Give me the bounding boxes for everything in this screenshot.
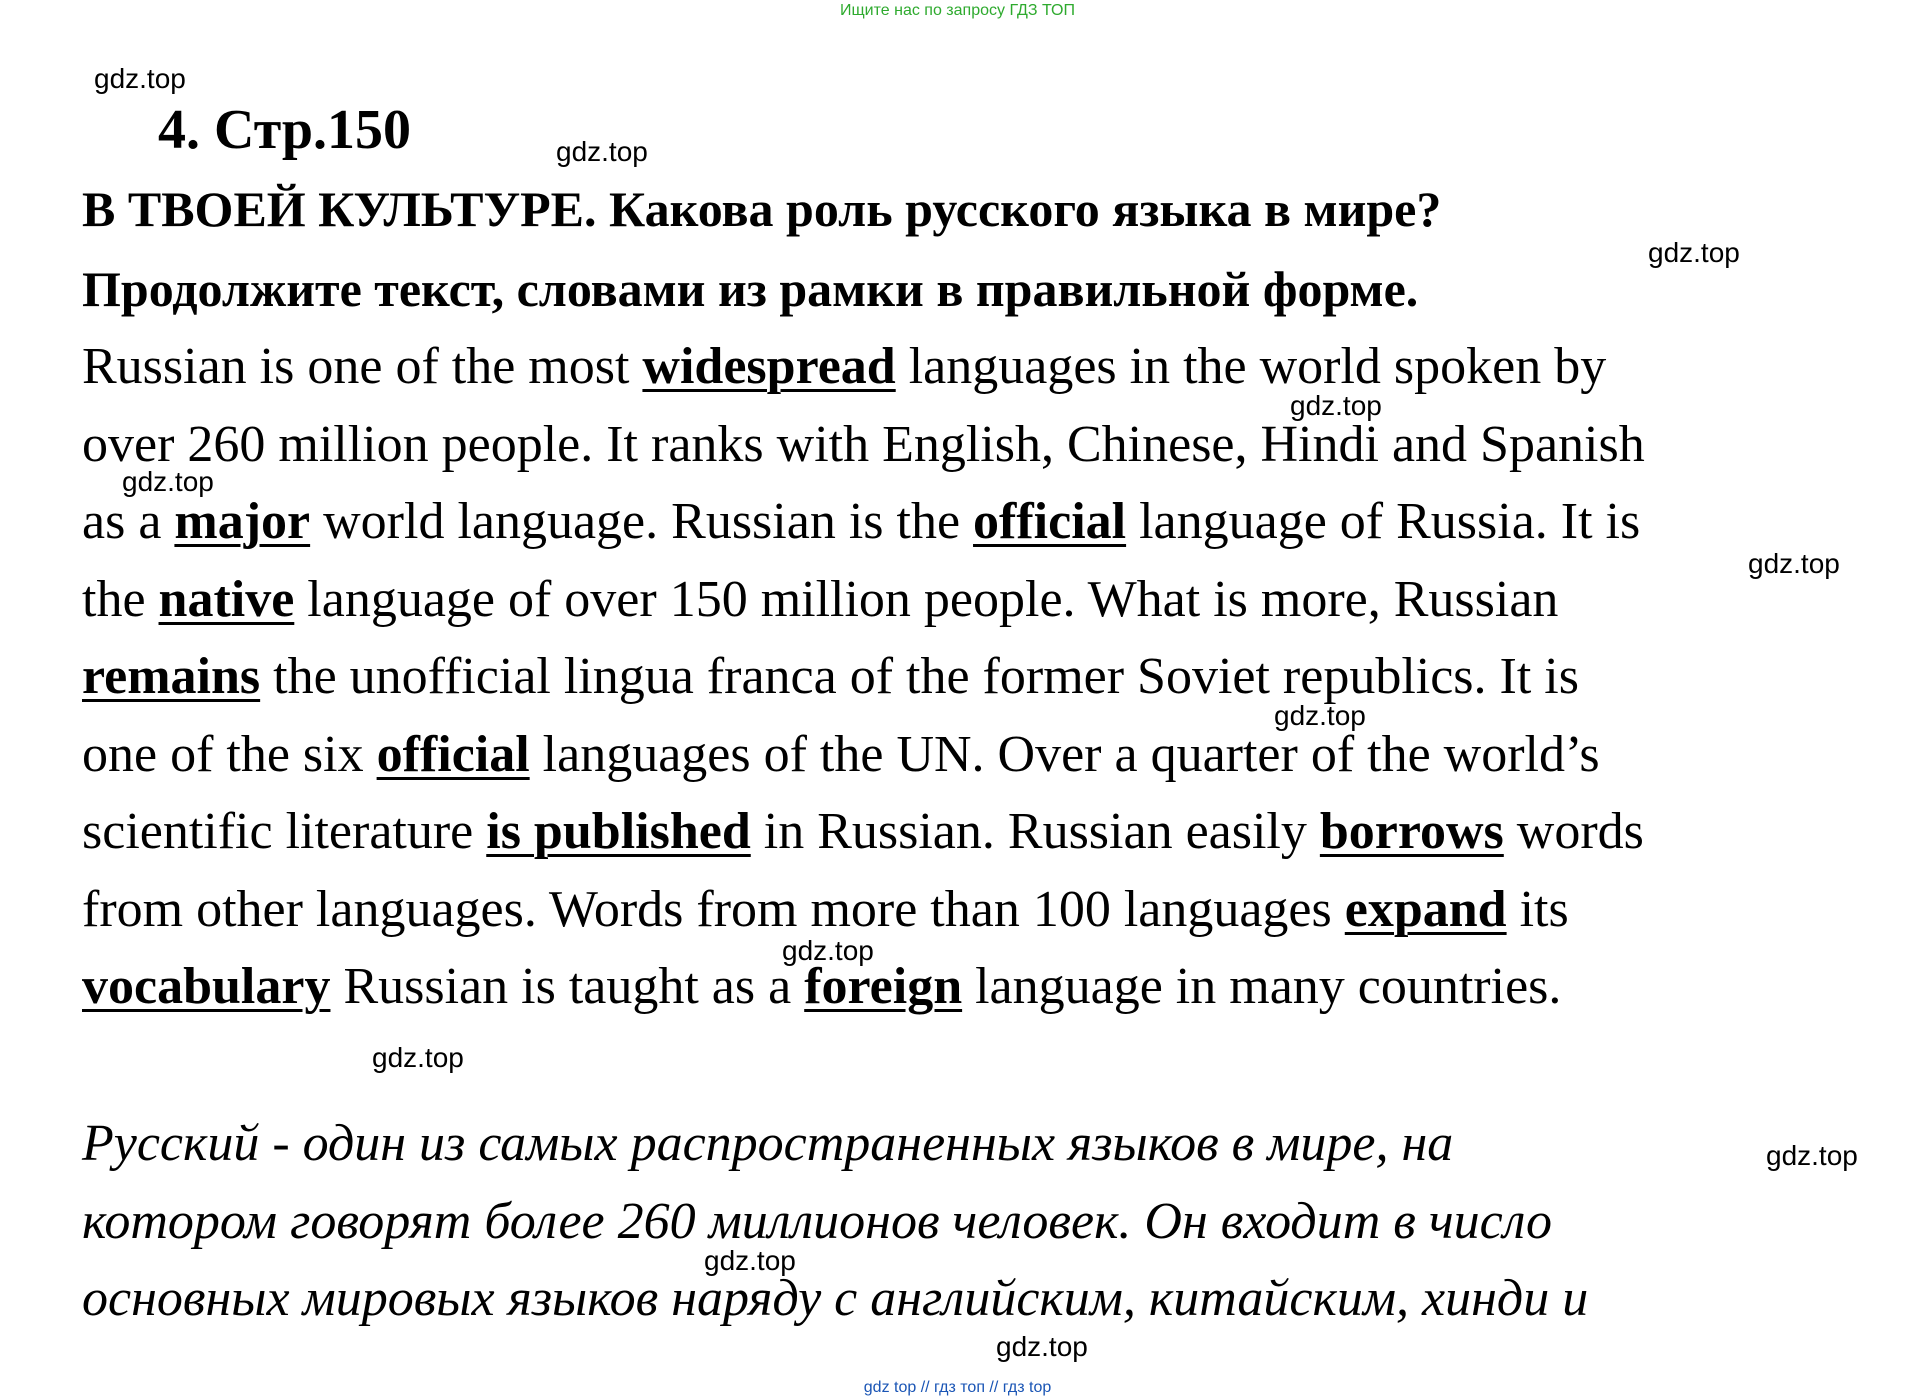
text-line: scientific literature is published in Russian. Russian easily borrows words [82, 803, 1644, 860]
watermark: gdz.top [704, 1245, 796, 1276]
answer-word: remains [82, 648, 261, 705]
answer-word: vocabulary [82, 958, 331, 1015]
watermark: gdz.top [782, 935, 874, 966]
translation-paragraph [82, 1105, 1882, 1338]
watermark: gdz.top [556, 136, 648, 167]
watermark: gdz.top [1290, 390, 1382, 421]
watermark: gdz.top [372, 1042, 464, 1073]
answer-word: is published [486, 803, 751, 860]
translation-line: котором говорят более 260 миллионов человек. Он входит в число [82, 1192, 1553, 1250]
page-heading: 4. Стр.150 [158, 99, 412, 161]
watermark: gdz.top [1274, 700, 1366, 731]
watermark: gdz.top [122, 466, 214, 497]
answer-word: native [158, 570, 295, 628]
answer-word: expand [1344, 880, 1507, 938]
text-line: one of the six official languages of the UN. Over a quarter of the world’s [82, 725, 1600, 783]
answer-word: borrows [1319, 803, 1504, 860]
watermark: gdz.top [1748, 548, 1840, 579]
answer-word: foreign [804, 958, 963, 1015]
answer-word: official [973, 493, 1127, 550]
top-banner: Ищите нас по запросу ГДЗ ТОП [840, 2, 1075, 19]
text-line: as a major world language. Russian is the official language of Russia. It is [82, 493, 1641, 550]
answer-word: widespread [642, 338, 896, 395]
translation-line: Русский - один из самых распространенных языков в мире, на [82, 1115, 1454, 1172]
footer: gdz top // гдз топ // гдз top [863, 1379, 1052, 1396]
text-line: from other languages. Words from more than 100 languages expand its [82, 880, 1569, 938]
answer-paragraph [82, 328, 1882, 1026]
task-line-2: Продолжите текст, словами из рамки в правильной форме. [82, 261, 1419, 317]
task-line-1: В ТВОЕЙ КУЛЬТУРЕ. Какова роль русского языка в мире? [82, 181, 1442, 237]
watermark: gdz.top [1648, 237, 1740, 268]
watermark: gdz.top [996, 1331, 1088, 1362]
watermark: gdz.top [1766, 1140, 1858, 1171]
text-line: vocabulary Russian is taught as a foreign language in many countries. [82, 958, 1562, 1015]
text-line: over 260 million people. It ranks with English, Chinese, Hindi and Spanish [82, 415, 1645, 473]
text-line: the native language of over 150 million people. What is more, Russian [82, 570, 1559, 628]
translation-line: основных мировых языков наряду с английским, китайским, хинди и [82, 1270, 1589, 1327]
answer-word: major [174, 493, 311, 550]
answer-word: official [376, 725, 530, 783]
text-line: Russian is one of the most widespread languages in the world spoken by [82, 338, 1607, 395]
watermark: gdz.top [94, 63, 186, 94]
text-line: remains the unofficial lingua franca of the former Soviet republics. It is [82, 648, 1579, 705]
